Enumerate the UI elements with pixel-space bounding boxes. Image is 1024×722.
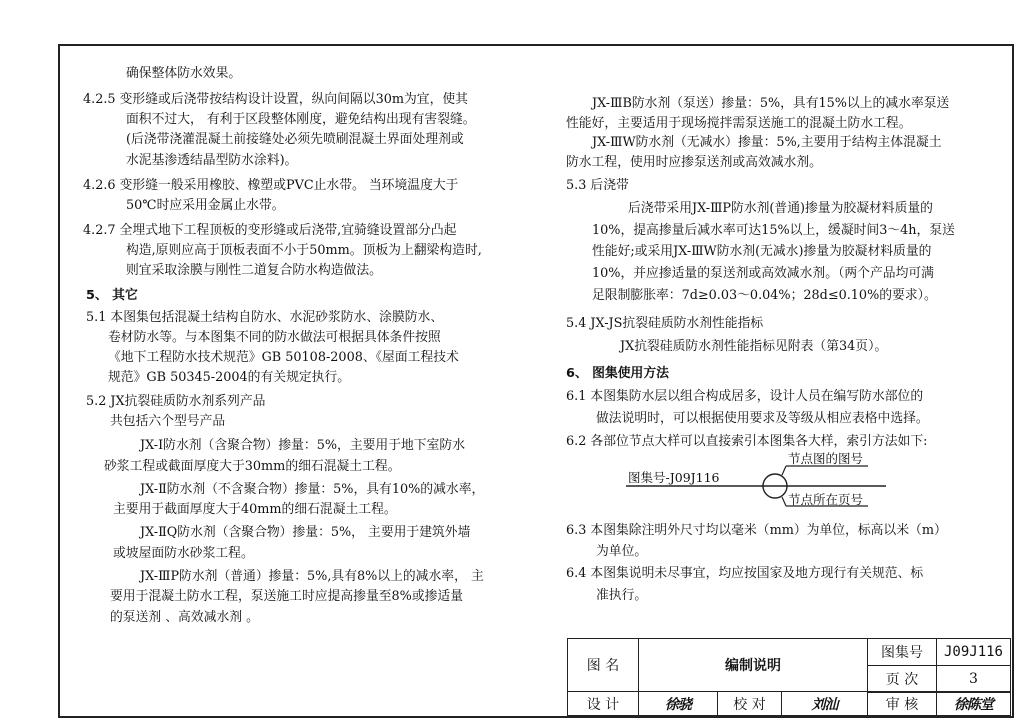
text-line: 卷材防水等。与本图集不同的防水做法可根据具体条件按照 [108,330,441,345]
text-line: 6.1 本图集防水层以组合构成居多，设计人员在编写防水部位的 [566,389,924,404]
text-line: 性能好，主要适用于现场搅拌需泵送施工的混凝土防水工程。 [566,116,912,131]
text-line: 6.3 本图集除注明外尺寸均以毫米（mm）为单位，标高以米（m） [566,523,947,538]
text-line: 6.4 本图集说明未尽事宜，均应按国家及地方现行有关规范、标 [566,566,924,581]
text-line: 4.2.5 变形缝或后浇带按结构设计设置，纵向间隔以30m为宜，使其 [83,92,468,107]
page-value: 3 [936,665,1011,693]
text-line: 做法说明时，可以根据使用要求及等级从相应表格中选择。 [596,411,929,426]
text-line: 主要用于截面厚度大于40mm的细石混凝土工程。 [113,502,397,517]
text-line: JX-ⅡQ防水剂（含聚合物）掺量：5%， 主要用于建筑外墙 [140,525,471,540]
page-label: 页 次 [867,665,937,693]
text-line: 后浇带采用JX-ⅢP防水剂(普通)掺量为胶凝材料质量的 [628,201,933,216]
text-line: 准执行。 [596,588,648,603]
text-line: 防水工程，使用时应掺泵送剂或高效减水剂。 [566,155,822,170]
text-line: JX-Ⅱ防水剂（不含聚合物）掺量：5%，具有10%的减水率， [140,482,485,497]
reviewer-signature: 徐陈堂 [936,691,1011,716]
text-line: 水泥基渗透结晶型防水涂料)。 [126,153,298,168]
checker-signature: 刘汕 [781,691,868,716]
designer-signature: 徐骁 [638,691,718,716]
text-line: 4.2.7 全埋式地下工程顶板的变形缝或后浇带,宜骑缝设置部分凸起 [83,223,457,238]
text-line: 规范》GB 50345-2004的有关规定执行。 [108,370,351,385]
title-block [567,638,1011,716]
page-number-label: 节点所在页号 [788,492,864,507]
node-number-label: 节点图的图号 [788,451,864,466]
check-label: 校 对 [717,691,782,716]
text-line: JX-ⅢW防水剂（无减水）掺量：5%,主要用于结构主体混凝土 [592,135,942,150]
text-line: JX抗裂硅质防水剂性能指标见附表（第34页）。 [620,339,888,354]
text-line: 性能好;或采用JX-ⅢW防水剂(无减水)掺量为胶凝材料质量的 [592,244,932,259]
text-line: 5.4 JX-JS抗裂硅质防水剂性能指标 [566,316,764,331]
index-diagram [626,451,886,512]
text-line: 面积不过大， 有利于区段整体刚度，避免结构出现有害裂缝。 [126,112,476,127]
text-line: 确保整体防水效果。 [126,66,242,81]
text-line: 6.2 各部位节点大样可以直接索引本图集各大样，索引方法如下: [566,434,928,449]
text-line: 则宜采取涂膜与刚性二道复合防水构造做法。 [126,263,382,278]
text-line: JX-Ⅰ防水剂（含聚合物）掺量：5%，主要用于地下室防水 [140,438,465,453]
text-line: (后浇带浇灌混凝土前接缝处必须先喷刷混凝土界面处理剂或 [126,132,464,147]
text-line: 为单位。 [596,544,648,559]
text-line: 5.3 后浇带 [566,178,629,193]
text-line: 《地下工程防水技术规范》GB 50108-2008、《屋面工程技术 [108,350,459,365]
atlas-number-label: 图集号-J09J116 [628,470,720,485]
text-line: 5.2 JX抗裂硅质防水剂系列产品 [86,394,266,409]
text-line: JX-ⅢB防水剂（泵送）掺量：5%，具有15%以上的减水率泵送 [592,96,950,111]
text-line: 共包括六个型号产品 [110,414,226,429]
atlas-no-value: J09J116 [936,638,1011,666]
atlas-no-label: 图集号 [867,638,937,666]
text-line: 的泵送剂 、高效减水剂 。 [110,610,259,625]
text-line: 要用于混凝土防水工程，泵送施工时应提高掺量至8%或掺适量 [110,589,464,604]
leader-line [782,497,786,506]
text-line: 50℃时应采用金属止水带。 [126,198,285,213]
text-line: 足限制膨胀率：7d≥0.03～0.04%；28d≤0.10%的要求）。 [592,288,937,303]
drawing-title: 编制说明 [638,638,868,692]
text-line: 5.1 本图集包括混凝土结构自防水、水泥砂浆防水、涂膜防水、 [86,310,444,325]
text-line: 10%，提高掺量后减水率可达15%以上，缓凝时间3～4h，泵送 [592,223,955,238]
review-label: 审 核 [867,691,937,716]
leader-line [782,466,786,475]
text-line: 砂浆工程或截面厚度大于30mm的细石混凝土工程。 [104,459,401,474]
text-line: JX-ⅢP防水剂（普通）掺量：5%,具有8%以上的减水率， 主 [140,569,484,584]
title-name-label: 图 名 [567,638,639,692]
text-line: 或坡屋面防水砂浆工程。 [113,546,254,561]
design-label: 设 计 [567,691,639,716]
text-line: 10%，并应掺适量的泵送剂或高效减水剂。（两个产品均可满 [592,266,934,281]
text-line: 4.2.6 变形缝一般采用橡胶、橡塑或PVC止水带。 当环境温度大于 [83,178,459,193]
section-heading: 6、 图集使用方法 [566,366,669,381]
text-line: 构造,原则应高于顶板表面不小于50mm。顶板为上翻梁构造时, [126,243,482,258]
section-heading: 5、 其它 [86,288,138,303]
